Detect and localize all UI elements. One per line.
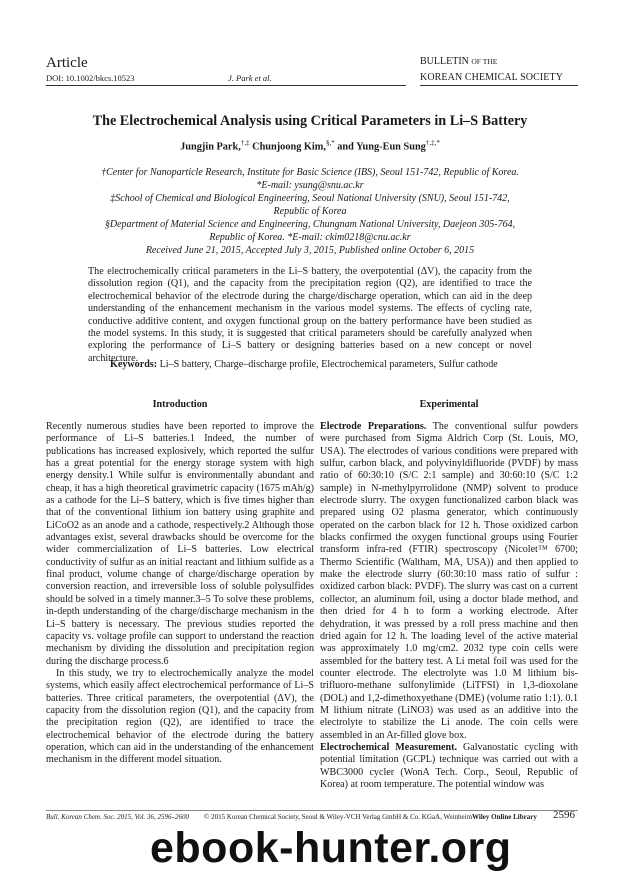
affiliation-2-cont: Republic of Korea <box>273 206 347 217</box>
journal-name-line1 <box>420 56 497 67</box>
column-right <box>320 421 578 791</box>
affiliation-2: ‡School of Chemical and Biological Engineering, Seoul National University (SNU), Seoul 151-742, <box>110 193 510 204</box>
affiliation-1: †Center for Nanoparticle Research, Institute for Basic Science (IBS), Seoul 151-742, Republic of Korea. <box>101 167 519 178</box>
watermark: ebook-hunter.org <box>150 824 512 872</box>
journal-bulletin: BULLETIN <box>420 56 469 67</box>
running-author: J. Park et al. <box>228 73 272 83</box>
paper-title: The Electrochemical Analysis using Critical Parameters in Li–S Battery <box>92 113 528 129</box>
footer-rule <box>46 810 578 811</box>
section-heading-introduction: Introduction <box>152 399 208 410</box>
header-rule-left <box>46 85 406 86</box>
keywords <box>110 359 550 370</box>
footer-copyright: © 2015 Korean Chemical Society, Seoul & Wiley-VCH Verlag GmbH & Co. KGaA, Weinheim <box>204 813 473 821</box>
footer-citation: Bull. Korean Chem. Soc. 2015, Vol. 36, 2596–2600 <box>46 813 190 821</box>
author-3: and Yung-Eun Sung <box>334 141 426 153</box>
journal-of-the: OF THE <box>471 57 498 66</box>
affiliation-3: §Department of Material Science and Engineering, Chungnam National University, Daejeon 305-764, <box>104 219 516 230</box>
article-type-label: Article <box>46 55 88 71</box>
intro-paragraph-2: In this study, we try to electrochemically analyze the model systems, which easily affect electrochemical performance of Li–S batteries. Three critical parameters, the overpotential (ΔV), the capacity from the dissolution region (Q1), and the capacity from the precipitation region (Q2), are identified to trace the electrochemical behavior of the electrode during the battery operation, which can aid in the understanding of the enhancement mechanism in the different model situation. <box>46 667 314 766</box>
header-rule-right <box>420 85 578 86</box>
footer-wiley-online-library[interactable]: Wiley Online Library <box>472 813 537 821</box>
experimental-paragraph-2 <box>320 742 578 791</box>
experimental-paragraph-1 <box>320 421 578 742</box>
keywords-label: Keywords: <box>110 359 158 370</box>
affiliation-3-email: Republic of Korea. *E-mail: ckim0218@cnu.ac.kr <box>209 232 411 243</box>
electrode-preparation-heading: Electrode Preparations. <box>320 421 427 432</box>
abstract: The electrochemically critical parameters in the Li–S battery, the overpotential (ΔV), the capacity from the dissolution region (Q1), and the capacity from the precipitation region (Q2), are identified to trace the electrochemical behavior of the electrode during the charge/discharge operation, which can aid in the deep understanding of the enhancement mechanism in the various model systems. The effects of cycling rate, conductive additive content, and oxygen functional group on the battery performance have been studied as the model systems. In this study, it is suggested that critical parameters should be carefully analyzed when exploring the performance of Li–S battery or designing batteries based on a new concept or novel architecture. <box>88 266 532 364</box>
column-left <box>46 421 314 767</box>
author-1-affil: †,‡ <box>240 139 250 147</box>
author-list <box>40 139 580 152</box>
received-dates: Received June 21, 2015, Accepted July 3, 2015, Published online October 6, 2015 <box>145 245 475 256</box>
author-2: Chunjoong Kim, <box>249 141 326 153</box>
page-number: 2596 <box>553 809 575 821</box>
affiliation-1-email: *E-mail: ysung@snu.ac.kr <box>256 180 364 191</box>
electrochemical-measurement-text: Galvanostatic cycling with potential limitation (GCPL) technique was carried out with a WBC3000 cycler (WonA Tech. Corp., Seoul, Republic of Korea) at room temperature. The potential window was <box>320 741 578 790</box>
electrochemical-measurement-heading: Electrochemical Measurement. <box>320 741 458 753</box>
keywords-text: Li–S battery, Charge–discharge profile, Electrochemical parameters, Sulfur cathode <box>159 359 498 370</box>
author-3-affil: †,‡,* <box>425 139 440 147</box>
journal-name-line2: KOREAN CHEMICAL SOCIETY <box>420 72 564 83</box>
author-2-affil: §,* <box>325 139 335 147</box>
author-1: Jungjin Park, <box>180 141 241 153</box>
intro-paragraph-1: Recently numerous studies have been reported to improve the performance of Li–S batteries.1 Indeed, the number of publications has increased explosively, which reported the sulfur has a great potential for the energy storage system with high energy density.1 While sulfur is environmentally abundant and cheap, it has a high theoretical gravimetric capacity (1675 mAh/g) as a cathode for the Li–S battery, which is five times higher than that of the conventional lithium ion battery using graphite and LiCoO2 as an anode and a cathode, respectively.2 Although those advantages exist, several drawbacks should be overcome for the wider commercialization of Li–S batteries. Low electrical conductivity of sulfur as an initial reactant and lithium sulfide as a final product, volume change of charge/discharge operation by conversion reaction, and irreversible loss of soluble polysulfides should be solved in a timely manner.3–5 To solve these problems, in-depth understanding of the charge/discharge mechanism in the Li–S battery is necessary. The previous studies reported the capacity vs. voltage profile can support to understand the reaction mechanism by dividing the dissolution and precipitation region during the discharge process.6 <box>46 421 314 667</box>
section-heading-experimental: Experimental <box>419 399 479 410</box>
electrode-preparation-text: The conventional sulfur powders were purchased from Sigma Aldrich Corp (St. Louis, MO, USA). The electrodes of various conditions were prepared with sulfur, carbon black, and polyvinyldifluoride (PVDF) by mass ratio of 60:30:10 (S/C 2:1 sample) and 30:60:10 (S/C 1:2 sample) in N-methylpyrrolidone (NMP) solvent to produce electrode slurry. The oxygen functionalized carbon black was prepared using O2 plasma generator, which continuously operated on the carbon black for 12 h. Those oxidized carbon blacks confirmed the oxygen functional groups using Fourier transform infra-red (FTIR) spectroscopy (Nicolet™ 6700; Thermo Scientific (Waltham, MA, USA)) and then applied to make the electrode slurry (60:30:10 mass ratio of sulfur : oxidized carbon black: PVDF). The slurry was cast on a current collector, an aluminum foil, using a doctor blade method, and then dried for 4 h to form a working electrode. After dehydration, it was pressed by a roll press machine and then dried again for 12 h. The loading level of the active material was approximately 1.0 mg/cm2. 2032 type coin cells were assembled for the battery test. A Li metal foil was used for the counter electrode. The electrolyte was 1.0 M lithium bis-trifluoro-methane sulfonylimide (LiTFSI) in 1,3-dioxolane (DOL) and 1,2-dimethoxyethane (DME) (volume ratio 1:1). 0.1 M lithium nitrate (LiNO3) was used as an additive into the electrolyte to stabilize the Li anode. The coin cells were assembled in an Ar-filled glove box. <box>320 421 578 741</box>
doi[interactable]: DOI: 10.1002/bkcs.10523 <box>46 73 135 83</box>
